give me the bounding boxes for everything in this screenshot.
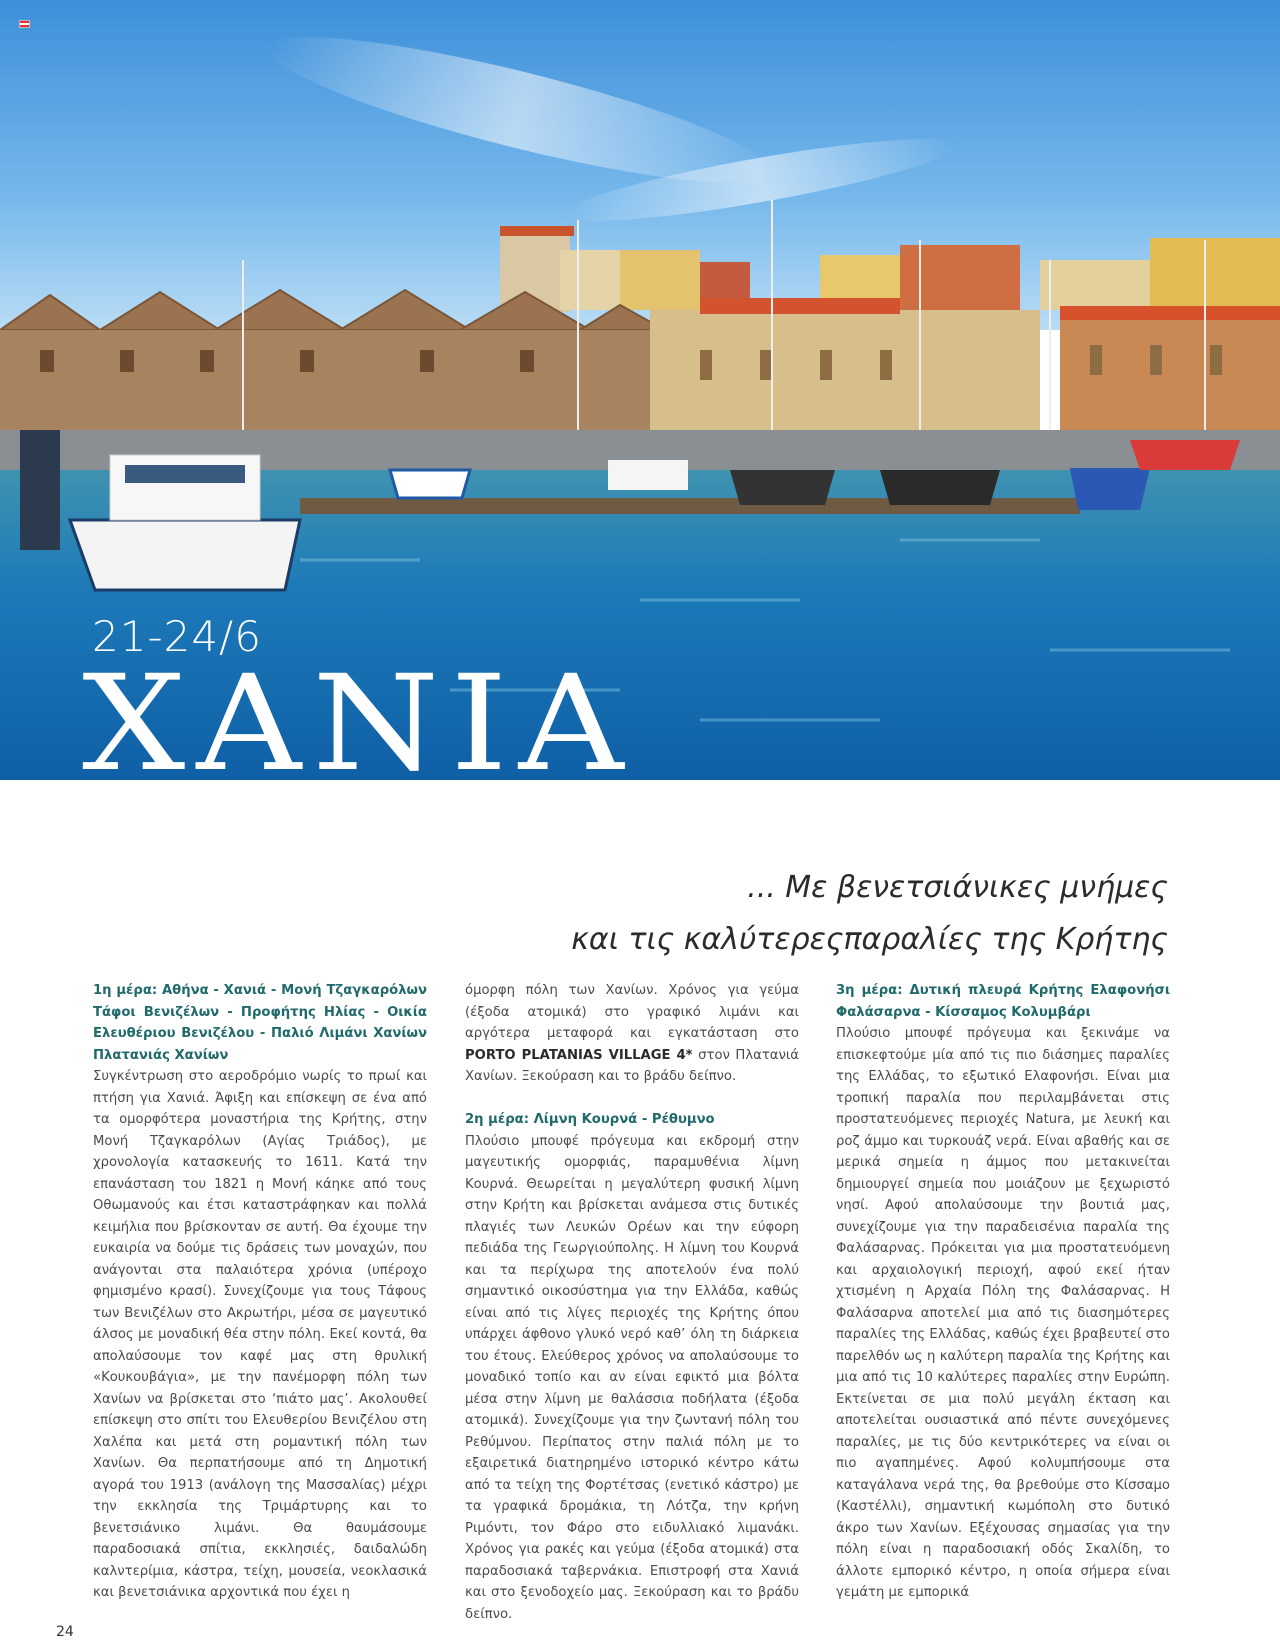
day-1-text: Συγκέντρωση στο αεροδρόμιο νωρίς το πρωί και πτήση για Χανιά. Άφιξη και επίσκεψη σε ένα από τα ομορφότερα μοναστήρια της Κρήτης, στην Μονή Τζαγκαρόλων (Αγίας Τριάδος), με χρονολογία κατασκευής το 1611. Κατά την επανάσταση του 1821 η Μονή κάηκε από τους Οθωμανούς και έτσι καταστράφηκαν και πολλά κειμήλια που βρίσκονταν σε αυτή. Θα έχουμε την ευκαιρία να δούμε τις δράσεις των μοναχών, που ανάγονται στα παλαιότερα χρόνια (υπέροχο φημισμένο κρασί). Συνεχίζουμε για τους Τάφους των Βενιζέλων στο Ακρωτήρι, μέσα σε μαγευτικό άλσος με μοναδική θέα στην πόλη. Εκεί κοντά, θα απολαύσουμε τον καφέ μας στη θρυλική «Κουκουβάγια», με την πανέμορφη πόλη των Χανίων να βρίσκεται στο ‘πιάτο μας’. Ακολουθεί επίσκεψη στο σπίτι του Ελευθερίου Βενιζέλου στη Χαλέπα και μετά στη ρομαντική πόλη των Χανίων. Θα περπατήσουμε από τη Δημοτική αγορά του 1913 (ανάλογη της Μασσαλίας) μέχρι την εκκλησία της Τριμάρτυρης και το βενετσιάνικο λιμάνι. Θα θαυμάσουμε παραδοσιακά σπίτια, εκκλησιές, δαιδαλώδη καλντερίμια, κάστρα, τείχη, μουσεία, νεοκλασικά και βενετσιάνικα αρχοντικά που έχει η — [93, 1069, 427, 1600]
day-3-title: 3η μέρα: Δυτική πλευρά Κρήτης Ελαφονήσι Φαλάσαρνα - Κίσσαμος Κολυμβάρι — [836, 983, 1170, 1020]
hero-photo — [0, 0, 1280, 780]
itinerary-column-3 — [836, 980, 1170, 1604]
paragraph-gap — [465, 1088, 799, 1110]
day-1-text-before-hotel: όμορφη πόλη των Χανίων. Χρόνος για γεύμα (έξοδα ατομικά) στο γραφικό λιμάνι και αργότερα μεταφορά και εγκατάσταση στο — [465, 983, 799, 1041]
flag-icon — [19, 20, 30, 28]
day-2-title: 2η μέρα: Λίμνη Κουρνά - Ρέθυμνο — [465, 1112, 715, 1127]
day-1-text-after-hotel: στον Πλατανιά Χανίων. Ξεκούραση και το βράδυ δείπνο. — [465, 1047, 799, 1084]
subtitle-line-2: και τις καλύτερεςπαραλίες της Κρήτης — [571, 922, 1168, 957]
subtitle-line-1: ... Με βενετσιάνικες μνήμες — [747, 870, 1168, 905]
itinerary-column-2 — [465, 980, 799, 1625]
day-2-text: Πλούσιο μπουφέ πρόγευμα και εκδρομή στην μαγευτικής ομορφιάς, παραμυθένια λίμνη Κουρνά. Θεωρείται η μεγαλύτερη φυσική λίμνη στην Κρήτη και βρίσκεται ανάμεσα στις δυτικές πλαγιές των Λευκών Ορέων και την εύφορη πεδιάδα της Γεωργιούπολης. Η λίμνη του Κουρνά και τα περίχωρα της αποτελούν ένα πολύ σημαντικό οικοσύστημα για την Ελλάδα, καθώς είναι από τις λίγες περιοχές της Κρήτης όπου υπάρχει άφθονο γλυκό νερό καθ’ όλη τη διάρκεια του έτους. Ελεύθερος χρόνος να απολαύσουμε το μοναδικό τοπίο και αν είναι εφικτό μια βόλτα μέσα στην λίμνη με θαλάσσια ποδήλατα (έξοδα ατομικά). Συνεχίζουμε για την ζωντανή πόλη του Ρεθύμνου. Περίπατος στην παλιά πόλη με το εξαιρετικά διατηρημένο ιστορικό κέντρο κάτω από τα τείχη της Φορτέτσας (ενετικό κάστρο) με τα γραφικά δρομάκια, τη Λότζα, την κρήνη Ριμόντι, τον Φάρο στο ειδυλλιακό λιμανάκι. Χρόνος για ρακές και γεύμα (έξοδα ατομικά) στα παραδοσιακά ταβερνάκια. Επιστροφή στα Χανιά και στο ξενοδοχείο μας. Ξεκούραση και το βράδυ δείπνο. — [465, 1133, 799, 1622]
trip-dates: 21-24/6 — [92, 612, 262, 661]
day-1-title: 1η μέρα: Αθήνα - Χανιά - Μονή Τζαγκαρόλων Τάφοι Βενιζέλων - Προφήτης Ηλίας - Οικία Ελευθέριου Βενιζέλου - Παλιό Λιμάνι Χανίων Πλατανιάς Χανίων — [93, 983, 427, 1063]
subtitle — [571, 862, 1168, 966]
destination-title: ΧΑΝΙΑ — [82, 647, 635, 780]
itinerary-column-1 — [93, 980, 427, 1604]
day-1-text-continued — [465, 980, 799, 1088]
page-number: 24 — [56, 1624, 74, 1640]
hotel-name: PORTO PLATANIAS VILLAGE 4* — [465, 1047, 693, 1063]
day-3-text: Πλούσιο μπουφέ πρόγευμα και ξεκινάμε να επισκεφτούμε μία από τις πιο διάσημες παραλίες της Ελλάδας, το εξωτικό Ελαφονήσι. Είναι μια τροπική παραλία που περιλαμβάνεται στις προστατευόμενες περιοχές Natura, με λευκή και ροζ άμμο και τυρκουάζ νερά. Είναι αβαθής και σε μερικά σημεία η άμμος που μετακινείται δημιουργεί σημεία που μοιάζουν με ξεχωριστό νησί. Αφού απολαύσουμε την βουτιά μας, συνεχίζουμε για την παραδεισένια παραλία της Φαλάσαρνας. Πρόκειται για μια προστατευόμενη και αρχαιολογική περιοχή, αφού εκεί ήταν χτισμένη η Αρχαία Πόλη της Φαλάσαρνας. Η Φαλάσαρνα αποτελεί μια από τις διασημότερες παραλίες της Ελλάδας, καθώς έχει βραβευτεί στο παρελθόν ως η καλύτερη παραλία της Κρήτης και μια από τις 10 καλύτερες παραλίες στην Ευρώπη. Εκτείνεται σε μια πολύ μεγάλη έκταση και αποτελείται ουσιαστικά από πέντε συνεχόμενες παραλίες, με τις δύο κεντρικότερες να είναι οι πιο αγαπημένες. Αφού κολυμπήσουμε στα καταγάλανα νερά της, θα βρεθούμε στο Κίσσαμο (Καστέλλι), σημαντική κωμόπολη στο δυτικό άκρο των Χανίων. Εξέχουσας σημασίας για την πόλη είναι η παραδοσιακή οδός Σκαλίδη, το άλλοτε εμπορικό κέντρο, η οποία σήμερα είναι γεμάτη με εμπορικά — [836, 1026, 1170, 1600]
